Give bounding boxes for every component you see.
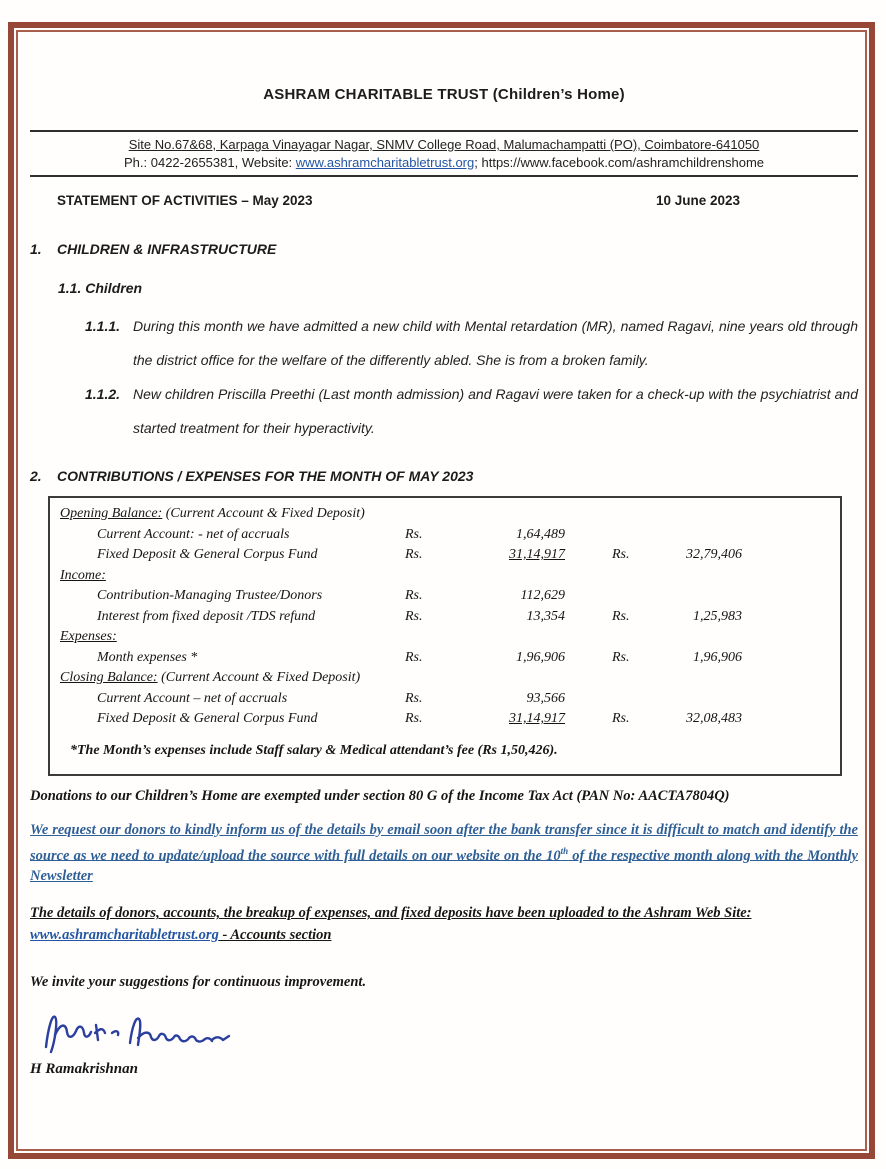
section-1-1-heading [58,280,858,296]
column-gap [565,607,612,628]
uploaded-details-note: The details of donors, accounts, the breakup of expenses, and fixed deposits have been uploaded to the Ashram Web Site: www.ashramcharitabletrust.org - Accounts section [30,905,752,944]
row-label: Closing Balance: (Current Account & Fixed Deposit) [60,670,361,685]
subsection-number: 1.1. [58,280,82,296]
row-label: Opening Balance: (Current Account & Fixed Deposit) [60,506,365,521]
table-row [50,566,840,587]
item-text: New children Priscilla Preethi (Last month admission) and Ragavi were taken for a check-up with the psychiatrist and started treatment for their hyperactivity. [133,386,858,436]
item-text: During this month we have admitted a new child with Mental retardation (MR), named Ragavi, nine years old through the district office for the welfare of the differently abled. She is from a broken family. [133,318,858,368]
statement-date: 10 June 2023 [655,193,740,208]
item-number: 1.1.1. [85,318,121,334]
currency-label: Rs. [405,588,423,603]
section-title: CONTRIBUTIONS / EXPENSES FOR THE MONTH OF MAY 2023 [57,468,474,484]
table-row [50,525,840,546]
amount: 1,25,983 [693,608,742,624]
row-label: Fixed Deposit & General Corpus Fund [97,711,318,726]
section-title: CHILDREN & INFRASTRUCTURE [57,241,277,257]
accounts-section-link[interactable]: www.ashramcharitabletrust.org [30,927,219,944]
amount: 32,79,406 [686,547,742,562]
amount: 32,08,483 [686,711,742,726]
currency-label: Rs. [405,608,423,624]
expenses-footnote: *The Month’s expenses include Staff salary & Medical attendant’s fee (Rs 1,50,426). [70,742,558,758]
donations-exemption-note: Donations to our Children’s Home are exempted under section 80 G of the Income Tax Act (PAN No: AACTA7804Q) [30,787,730,804]
row-label: Month expenses * [97,649,198,665]
table-row [50,648,840,669]
amount: 31,14,917 [509,711,565,726]
amount: 1,64,489 [516,526,565,542]
phone-and-website-label: Ph.: 0422-2655381, Website: [124,155,296,170]
amount: 1,96,906 [516,649,565,665]
currency-label: Rs. [405,547,423,562]
section-number: 2. [30,468,42,484]
table-row [50,586,840,607]
list-item [85,309,858,377]
ordinal-suffix: th [560,845,569,856]
subsection-title: Children [85,280,143,296]
section-2-heading [30,468,858,484]
row-label: Interest from fixed deposit /TDS refund [97,608,316,624]
table-row [50,709,840,730]
statement-header [30,193,858,208]
address-line-1: Site No.67&68, Karpaga Vinayagar Nagar, SNMV College Road, Malumachampatti (PO), Coimbatore-641050 [128,137,760,152]
table-row [50,668,840,689]
table-row [50,689,840,710]
trust-title: ASHRAM CHARITABLE TRUST (Children’s Home) [263,86,625,103]
row-label: Expenses: [60,629,117,644]
table-row [50,504,840,525]
item-number: 1.1.2. [85,386,121,402]
row-label: Current Account – net of accruals [97,690,288,706]
row-label: Contribution-Managing Trustee/Donors [97,588,323,603]
column-gap [565,648,612,669]
address-line-2 [30,154,858,172]
currency-label: Rs. [405,526,423,542]
currency-label: Rs. [405,690,423,706]
row-label: Fixed Deposit & General Corpus Fund [97,547,318,562]
amount: 13,354 [526,608,565,624]
currency-label: Rs. [612,608,630,624]
amount: 1,96,906 [693,649,742,665]
section-1-items [85,309,858,445]
currency-label: Rs. [612,711,630,726]
website-link[interactable]: www.ashramcharitabletrust.org [295,155,475,170]
amount: 31,14,917 [509,547,565,562]
column-gap [565,709,612,730]
facebook-url: https://www.facebook.com/ashramchildrenshome [481,155,764,170]
currency-label: Rs. [612,649,630,665]
section-number: 1. [30,241,42,257]
section-1-heading [30,241,858,257]
address-separator: ; [474,155,482,170]
amount: 93,566 [526,690,565,706]
divider [30,175,858,177]
statement-title: STATEMENT OF ACTIVITIES – May 2023 [57,193,313,208]
signatory-name: H Ramakrishnan [30,1061,138,1078]
table-row [50,627,840,648]
row-label: Current Account: - net of accruals [97,526,290,542]
currency-label: Rs. [612,547,630,562]
donor-email-request-note: We request our donors to kindly inform us of the details by email soon after the bank transfer since it is difficult to match and identify the source as we need to update/upload the source with full details on our website on the 10th of the respective month along with the Monthly Newsletter [30,821,858,885]
column-gap [565,545,612,566]
amount: 112,629 [520,588,565,603]
table-row [50,607,840,628]
divider [30,130,858,132]
suggestions-note: We invite your suggestions for continuous improvement. [30,974,367,991]
list-item [85,377,858,445]
financial-table [48,496,842,776]
row-label: Income: [60,567,106,583]
table-row [50,545,840,566]
currency-label: Rs. [405,649,423,665]
signature [38,1005,248,1057]
currency-label: Rs. [405,711,423,726]
document-content [30,22,858,1080]
